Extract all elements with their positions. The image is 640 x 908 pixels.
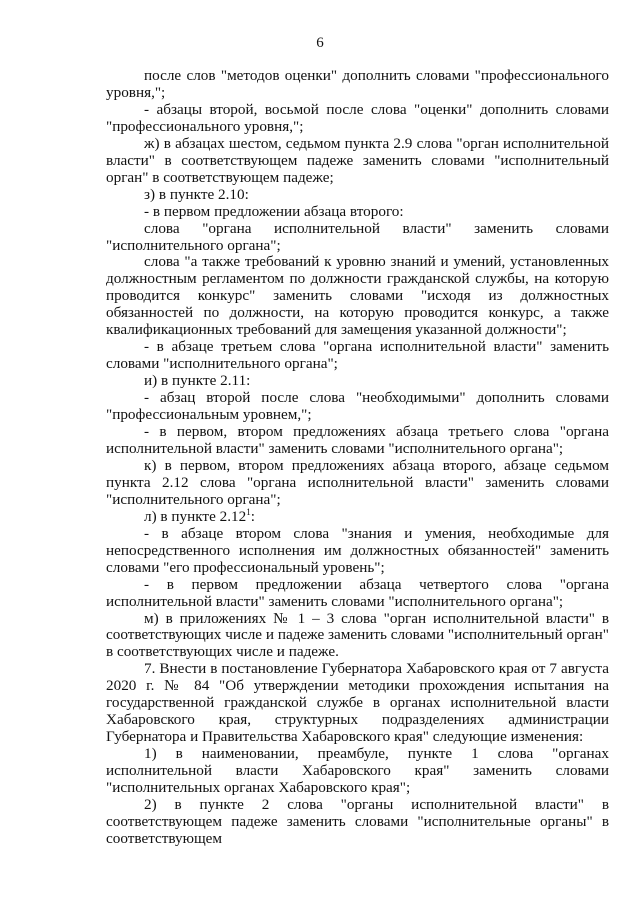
paragraph: к) в первом, втором предложениях абзаца второго, абзаце седьмом пункта 2.12 слова "органа исполнительной власти" заменить словами "исполнительного органа"; (106, 456, 609, 508)
paragraph: и) в пункте 2.11: (144, 372, 251, 390)
paragraph: после слов "методов оценки" дополнить словами "профессионального уровня,"; (106, 67, 609, 101)
document-body (106, 68, 609, 848)
paragraph (106, 506, 609, 526)
page-number: 6 (316, 35, 324, 51)
paragraph: 1) в наименовании, преамбуле, пункте 1 слова "органах исполнительной власти Хабаровского края" заменить словами "исполнительных органах Хабаровского края"; (106, 745, 609, 797)
paragraph-text: л) в пункте 2.12 (144, 507, 247, 525)
paragraph: - в абзаце третьем слова "органа исполнительной власти" заменить словами "исполнительного органа"; (106, 338, 609, 373)
paragraph: - в абзаце втором слова "знания и умения, необходимые для непосредственного исполнения им должностных обязанностей" заменить словами "его профессиональный уровень"; (106, 524, 609, 576)
superscript: 1 (246, 506, 251, 517)
paragraph: - в первом, втором предложениях абзаца третьего слова "органа исполнительной власти" заменить словами "исполнительного органа"; (106, 423, 609, 457)
paragraph: з) в пункте 2.10: (144, 185, 249, 203)
paragraph: - абзац второй после слова "необходимыми" дополнить словами "профессиональным уровнем,"; (106, 389, 609, 424)
paragraph: - в первом предложении абзаца второго: (144, 202, 404, 220)
paragraph: ж) в абзацах шестом, седьмом пункта 2.9 слова "орган исполнительной власти" в соответствующем падеже заменить словами "исполнительный орган" в соответствующем падеже; (106, 134, 609, 186)
paragraph-text: : (250, 507, 255, 525)
paragraph: 7. Внести в постановление Губернатора Хабаровского края от 7 августа 2020 г. № 84 "Об утверждении методики прохождения испытания на государственной гражданской службе в органах исполнительной власти Хабаровского края, структурных подразделениях администрации Губернатора и Правительства Хабаровского края" следующие изменения: (106, 660, 609, 746)
paragraph: - абзацы второй, восьмой после слова "оценки" дополнить словами "профессионального уровня,"; (106, 100, 609, 135)
paragraph: 2) в пункте 2 слова "органы исполнительной власти" в соответствующем падеже заменить словами "исполнительные органы" в соответствующем (106, 795, 609, 847)
paragraph: м) в приложениях № 1 – 3 слова "орган исполнительной власти" в соответствующих числе и падеже заменить словами "исполнительный орган" в соответствующих числе и падеже. (106, 609, 609, 661)
paragraph: слова "органа исполнительной власти" заменить словами "исполнительного органа"; (106, 219, 609, 254)
paragraph: слова "а также требований к уровню знаний и умений, установленных должностным регламентом по должности гражданской службы, на которую проводится конкурс" заменить словами "исходя из должностных обязанностей по должности, на которую проводится конкурс, а также квалификационных требований для замещения указанной должности"; (106, 253, 609, 339)
paragraph: - в первом предложении абзаца четвертого слова "органа исполнительной власти" заменить словами "исполнительного органа"; (106, 575, 609, 610)
